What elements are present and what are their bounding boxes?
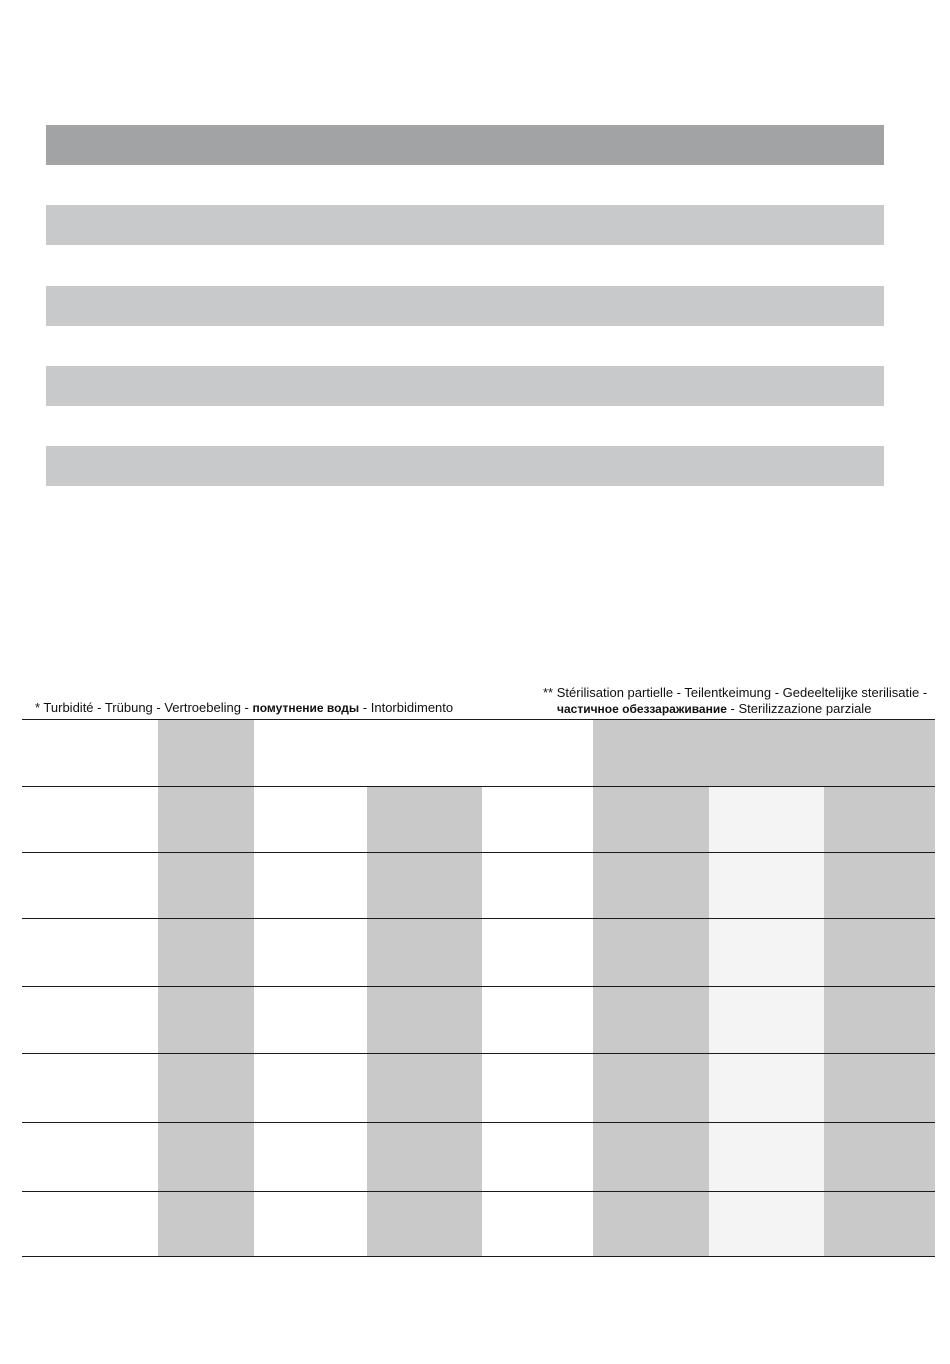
- table-rule: [22, 986, 935, 987]
- footnote-turbidity-prefix: * Turbidité - Trübung - Vertroebeling -: [35, 700, 249, 715]
- table-rule: [22, 918, 935, 919]
- table-rule: [22, 1256, 935, 1257]
- row-band: [46, 286, 884, 326]
- table-rule: [22, 1191, 935, 1192]
- table-column-1: [158, 719, 254, 1256]
- row-band: [46, 205, 884, 245]
- footnote-sterilisation: [543, 685, 927, 717]
- table-column-5: [593, 719, 709, 1256]
- row-band: [46, 446, 884, 486]
- footnote-sterilisation-russian: частичное обеззараживание: [557, 702, 727, 716]
- footnote-turbidity-russian: помутнение воды: [252, 701, 360, 715]
- header-band: [46, 125, 884, 165]
- table-column-3: [367, 786, 482, 1256]
- table-rule: [22, 852, 935, 853]
- footnote-sterilisation-line2: [543, 701, 927, 717]
- footnote-sterilisation-suffix: - Sterilizzazione parziale: [730, 701, 872, 716]
- table-rule: [22, 719, 935, 720]
- footnote-turbidity-suffix: - Intorbidimento: [362, 700, 454, 715]
- table-header-merged-cell: [593, 719, 935, 786]
- table-column-6: [709, 719, 824, 1256]
- footnote-turbidity: [35, 700, 453, 716]
- row-band: [46, 366, 884, 406]
- table-rule: [22, 1053, 935, 1054]
- table-rule: [22, 786, 935, 787]
- table-rule: [22, 1122, 935, 1123]
- table-column-7: [824, 719, 935, 1256]
- footnote-sterilisation-line1: ** Stérilisation partielle - Teilentkeimung - Gedeeltelijke sterilisatie -: [543, 685, 928, 700]
